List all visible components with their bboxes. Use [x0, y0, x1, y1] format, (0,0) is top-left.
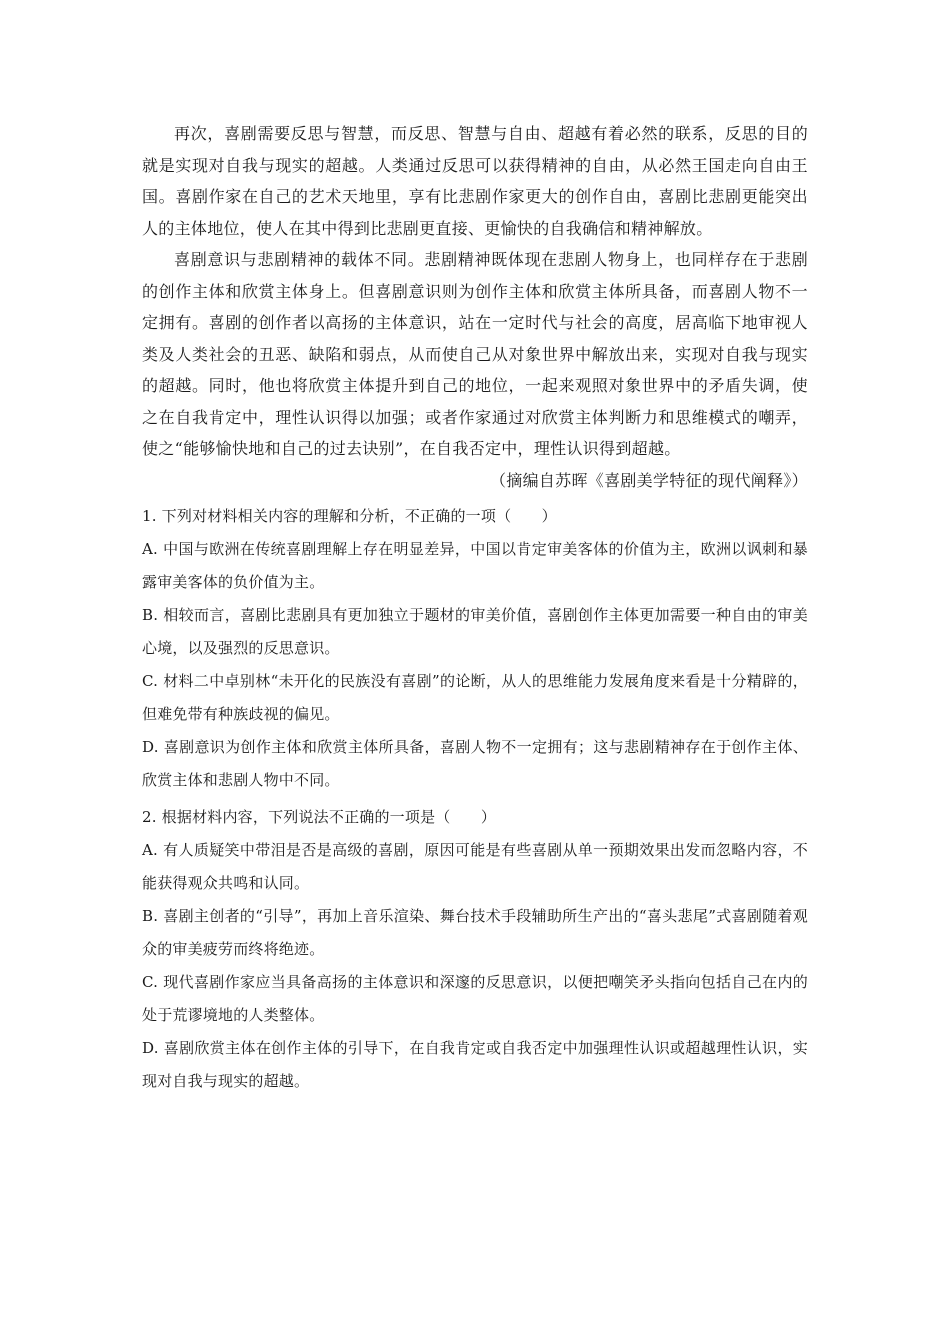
option-c: C. 现代喜剧作家应当具备高扬的主体意识和深邃的反思意识，以便把嘲笑矛头指向包括自己在内的处于荒谬境地的人类整体。 [142, 973, 808, 1024]
option-c: C. 材料二中卓别林“未开化的民族没有喜剧”的论断，从人的思维能力发展角度来看是十分精辟的，但难免带有种族歧视的偏见。 [142, 672, 808, 723]
option-d: D. 喜剧意识为创作主体和欣赏主体所具备，喜剧人物不一定拥有；这与悲剧精神存在于创作主体、欣赏主体和悲剧人物中不同。 [142, 738, 808, 789]
passage-source: （摘编自苏晖《喜剧美学特征的现代阐释》） [489, 470, 808, 490]
question-stem: 2. 根据材料内容，下列说法不正确的一项是（ ） [142, 808, 497, 826]
question-1 [142, 500, 808, 797]
option-b: B. 相较而言，喜剧比悲剧具有更加独立于题材的审美价值，喜剧创作主体更加需要一种自由的审美心境，以及强烈的反思意识。 [142, 606, 808, 657]
option-a: A. 中国与欧洲在传统喜剧理解上存在明显差异，中国以肯定审美客体的价值为主，欧洲以讽刺和暴露审美客体的负价值为主。 [142, 540, 808, 591]
question-stem: 1. 下列对材料相关内容的理解和分析，不正确的一项（ ） [142, 507, 557, 525]
passage-paragraph: 再次，喜剧需要反思与智慧，而反思、智慧与自由、超越有着必然的联系，反思的目的就是实现对自我与现实的超越。人类通过反思可以获得精神的自由，从必然王国走向自由王国。喜剧作家在自己的艺术天地里，享有比悲剧作家更大的创作自由，喜剧比悲剧更能突出人的主体地位，使人在其中得到比悲剧更直接、更愉快的自我确信和精神解放。 [142, 124, 808, 238]
option-a: A. 有人质疑笑中带泪是否是高级的喜剧，原因可能是有些喜剧从单一预期效果出发而忽略内容，不能获得观众共鸣和认同。 [142, 841, 808, 892]
document-page [142, 118, 808, 1098]
option-b: B. 喜剧主创者的“引导”，再加上音乐渲染、舞台技术手段辅助所生产出的“喜头悲尾”式喜剧随着观众的审美疲劳而终将绝迹。 [142, 907, 808, 958]
passage-paragraph: 喜剧意识与悲剧精神的载体不同。悲剧精神既体现在悲剧人物身上，也同样存在于悲剧的创作主体和欣赏主体身上。但喜剧意识则为创作主体和欣赏主体所具备，而喜剧人物不一定拥有。喜剧的创作者以高扬的主体意识，站在一定时代与社会的高度，居高临下地审视人类及人类社会的丑恶、缺陷和弱点，从而使自己从对象世界中解放出来，实现对自我与现实的超越。同时，他也将欣赏主体提升到自己的地位，一起来观照对象世界中的矛盾失调，使之在自我肯定中，理性认识得以加强；或者作家通过对欣赏主体判断力和思维模式的嘲弄，使之“能够愉快地和自己的过去诀别”，在自我否定中，理性认识得到超越。 [142, 250, 808, 458]
option-d: D. 喜剧欣赏主体在创作主体的引导下，在自我肯定或自我否定中加强理性认识或超越理性认识，实现对自我与现实的超越。 [142, 1039, 808, 1090]
question-2 [142, 801, 808, 1098]
reading-passage [142, 118, 808, 496]
